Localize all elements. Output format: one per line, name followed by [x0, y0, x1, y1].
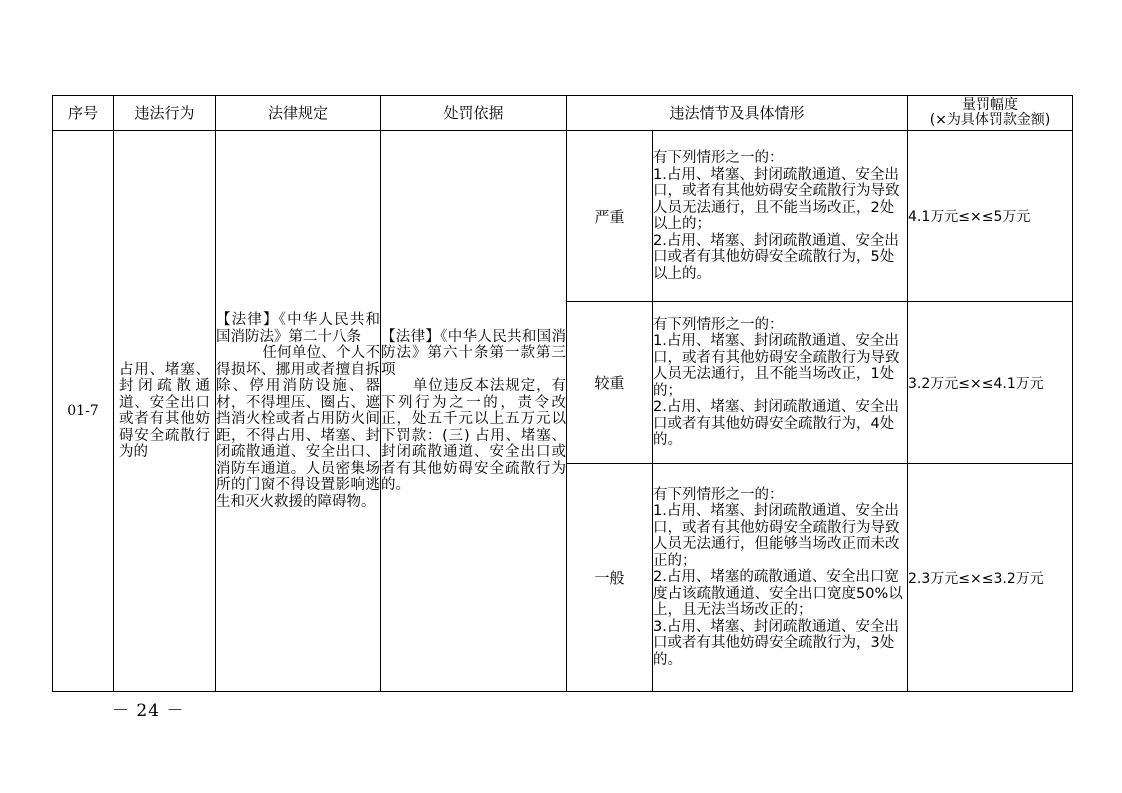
- level-moderate: 较重: [567, 302, 653, 464]
- detail-line: 3.占用、堵塞、封闭疏散通道、安全出口或者有其他妨碍安全疏散行为，3处的。: [653, 618, 899, 668]
- detail-line: 2.占用、堵塞的疏散通道、安全出口宽度占该疏散通道、安全出口宽度50%以上，且无法当场改正的；: [653, 569, 903, 619]
- detail-line: 2.占用、堵塞、封闭疏散通道、安全出口或者有其他妨碍安全疏散行为，5处以上的。: [653, 232, 899, 282]
- level-general-detail: [653, 464, 908, 692]
- detail-line: 1.占用、堵塞、封闭疏散通道、安全出口，或者有其他妨碍安全疏散行为导致人员无法通行，且不能当场改正，1处的；: [653, 333, 900, 399]
- header-penalty-range: [908, 96, 1073, 131]
- legal-provision-title: 【法律】《中华人民共和国消防法》第二十八条: [216, 312, 380, 345]
- penalty-table: [52, 95, 1073, 692]
- header-violation: 违法行为: [114, 96, 216, 131]
- header-penalty-range-line2: (×为具体罚款金额): [929, 112, 1051, 128]
- row-violation: 占用、堵塞、封闭疏散通道、安全出口或者有其他妨碍安全疏散行为的: [114, 131, 216, 692]
- table-row: [53, 131, 1073, 302]
- penalty-basis-body: 单位违反本法规定，有下列行为之一的，责令改正，处五千元以上五万元以下罚款：(三) 占用、堵塞、封闭疏散通道、安全出口或者有其他妨碍安全疏散行为的。: [381, 378, 566, 493]
- level-general-amount: 2.3万元≤×≤3.2万元: [908, 464, 1073, 692]
- row-serial: 01-7: [53, 131, 114, 692]
- detail-line: 2.占用、堵塞、封闭疏散通道、安全出口或者有其他妨碍安全疏散行为，4处的。: [653, 399, 899, 448]
- detail-line: 1.占用、堵塞、封闭疏散通道、安全出口，或者有其他妨碍安全疏散行为导致人员无法通行，且不能当场改正，2处以上的；: [653, 166, 900, 232]
- header-penalty-basis: 处罚依据: [381, 96, 567, 131]
- row-legal-provision: [216, 131, 381, 692]
- header-serial: 序号: [53, 96, 114, 131]
- detail-line: 有下列情形之一的：: [653, 486, 784, 503]
- row-penalty-basis: [381, 131, 567, 692]
- level-general: 一般: [567, 464, 653, 692]
- level-serious: 严重: [567, 131, 653, 302]
- penalty-basis-title: 【法律】《中华人民共和国消防法》第六十条第一款第三项: [381, 328, 566, 378]
- level-moderate-detail: [653, 302, 908, 464]
- header-circumstances: 违法情节及具体情形: [567, 96, 908, 131]
- level-serious-amount: 4.1万元≤×≤5万元: [908, 131, 1073, 302]
- legal-provision-body: 任何单位、个人不得损坏、挪用或者擅自拆除、停用消防设施、器材，不得埋压、圈占、遮挡消火栓或者占用防火间距，不得占用、堵塞、封闭疏散通道、安全出口、消防车通道。人员密集场所的门窗不得设置影响逃生和灭火救援的障碍物。: [216, 345, 380, 510]
- level-serious-detail: [653, 131, 908, 302]
- detail-line: 有下列情形之一的：: [653, 316, 784, 333]
- header-row: [53, 96, 1073, 131]
- level-moderate-amount: 3.2万元≤×≤4.1万元: [908, 302, 1073, 464]
- header-legal-provision: 法律规定: [216, 96, 381, 131]
- detail-line: 有下列情形之一的：: [653, 150, 784, 166]
- header-penalty-range-line1: 量罚幅度: [962, 97, 1019, 113]
- page-number: － 24 －: [112, 701, 185, 721]
- detail-line: 1.占用、堵塞、封闭疏散通道、安全出口，或者有其他妨碍安全疏散行为导致人员无法通行，但能够当场改正而未改正的；: [653, 503, 900, 569]
